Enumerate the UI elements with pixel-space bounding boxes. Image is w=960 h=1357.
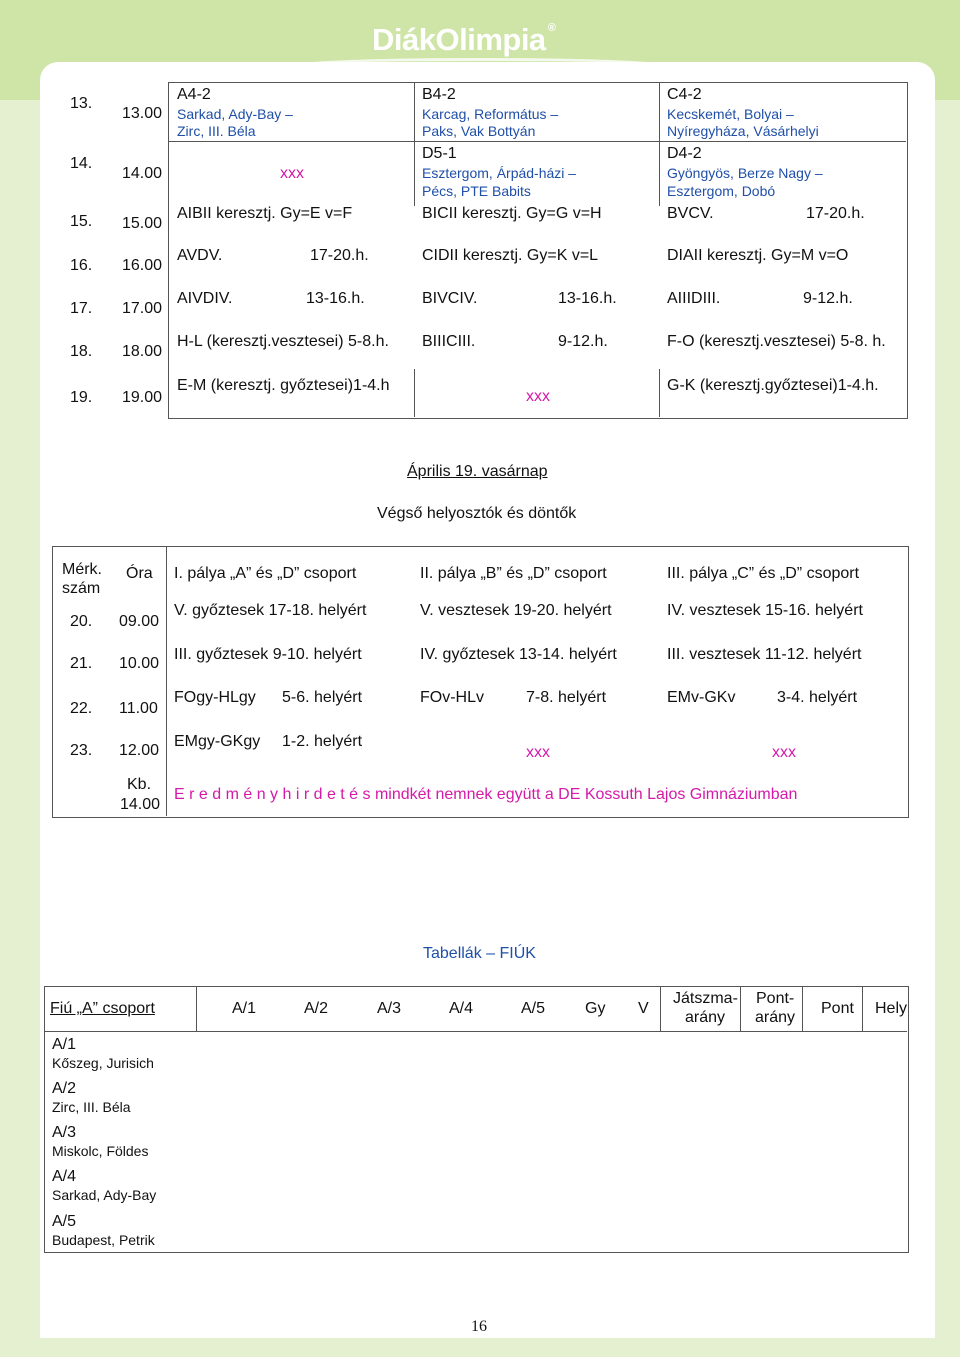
col-header: arány (755, 1009, 796, 1026)
final-match: FOv-HLv (420, 689, 484, 706)
final-match: IV. vesztesek 15-16. helyért (667, 602, 863, 619)
award-ceremony-note: E r e d m é n y h i r d e t é s mindkét nemnek együtt a DE Kossuth Lajos Gimnáziumban (174, 786, 798, 803)
placement: 9-12.h. (803, 290, 853, 307)
col-header: arány (685, 1009, 726, 1026)
team-code: A/1 (52, 1036, 77, 1053)
placement: 7-8. helyért (526, 689, 607, 706)
match-number: 20. (70, 613, 93, 630)
match-number: 15. (70, 213, 93, 230)
match-number: 16. (70, 257, 93, 274)
match-time: 11.00 (119, 700, 158, 717)
col-header: Játszma- (673, 990, 738, 1007)
match-time: 17.00 (122, 300, 163, 317)
placement: 9-12.h. (558, 333, 608, 350)
col-divider (414, 82, 415, 206)
team-name: Kőszeg, Jurisich (52, 1055, 154, 1071)
col-header: V (638, 1000, 649, 1017)
match-code: B4-2 (422, 86, 456, 103)
team-code: A/2 (52, 1080, 77, 1097)
row-divider (44, 1031, 907, 1032)
match-pairing: AIVDIV. (177, 290, 233, 307)
final-match: III. győztesek 9-10. helyért (174, 646, 362, 663)
match-number: 23. (70, 742, 93, 759)
match-number: 19. (70, 389, 93, 406)
team-name: Miskolc, Földes (52, 1143, 149, 1159)
col-divider (196, 986, 197, 1031)
match-time: 13.00 (122, 105, 163, 122)
match-pairing: BVCV. (667, 205, 714, 222)
placement: 17-20.h. (310, 247, 369, 264)
logo-swoosh (300, 58, 660, 71)
placement: 5-6. helyért (282, 689, 363, 706)
team-pair: Paks, Vak Bottyán (422, 123, 536, 139)
col-divider (166, 546, 167, 816)
match-pairing: BIIICIII. (422, 333, 476, 350)
match-pairing: AIIIDIII. (667, 290, 721, 307)
team-pair: Sarkad, Ady-Bay – (177, 106, 293, 122)
page-number: 16 (471, 1318, 487, 1335)
match-number: 13. (70, 95, 93, 112)
match-code: C4-2 (667, 86, 702, 103)
team-pair: Gyöngyös, Berze Nagy – (667, 165, 823, 181)
team-pair: Kecskemét, Bolyai – (667, 106, 794, 122)
match-time: 09.00 (119, 613, 160, 630)
col-header: Hely (875, 1000, 908, 1017)
col-header: A/2 (304, 1000, 329, 1017)
team-name: Zirc, III. Béla (52, 1099, 131, 1115)
team-pair: Karcag, Református – (422, 106, 559, 122)
row-divider (168, 141, 906, 142)
bottom-margin-band (0, 1338, 960, 1357)
col-divider (740, 986, 741, 1031)
header-time: Óra (126, 565, 153, 582)
match-number: 22. (70, 700, 93, 717)
final-match: V. győztesek 17-18. helyért (174, 602, 367, 619)
team-name: Sarkad, Ady-Bay (52, 1187, 157, 1203)
match-time: 15.00 (122, 215, 163, 232)
match-time: 14.00 (122, 165, 163, 182)
empty-slot: xxx (526, 388, 550, 405)
placement: 3-4. helyért (777, 689, 858, 706)
match-pairing: BIVCIV. (422, 290, 478, 307)
empty-slot: xxx (280, 165, 304, 182)
match-code: D5-1 (422, 145, 457, 162)
col-divider (802, 986, 803, 1031)
match-time: 14.00 (120, 796, 161, 813)
match-pairing: AVDV. (177, 247, 223, 264)
date-heading: Április 19. vasárnap (407, 463, 548, 480)
team-name: Budapest, Petrik (52, 1232, 155, 1248)
match-pairing: F-O (keresztj.vesztesei) 5-8. h. (667, 333, 886, 350)
final-match: EMgy-GKgy (174, 733, 261, 750)
match-time: 19.00 (122, 389, 163, 406)
team-code: A/3 (52, 1124, 77, 1141)
final-match: FOgy-HLgy (174, 689, 256, 706)
team-code: A/5 (52, 1213, 77, 1230)
header-court-b: II. pálya „B” és „D” csoport (420, 565, 607, 582)
col-header: Gy (585, 1000, 606, 1017)
match-code: D4-2 (667, 145, 702, 162)
match-pairing: AIBII keresztj. Gy=E v=F (177, 205, 353, 222)
col-divider (659, 369, 660, 417)
match-time: 12.00 (119, 742, 160, 759)
tables-title: Tabellák – FIÚK (423, 945, 536, 962)
match-pairing: DIAII keresztj. Gy=M v=O (667, 247, 849, 264)
final-match: III. vesztesek 11-12. helyért (667, 646, 862, 663)
match-pairing: BICII keresztj. Gy=G v=H (422, 205, 602, 222)
team-pair: Esztergom, Dobó (667, 183, 776, 199)
col-header: A/4 (449, 1000, 474, 1017)
match-time: 10.00 (119, 655, 160, 672)
match-time: 16.00 (122, 257, 163, 274)
match-number: Kb. (127, 776, 152, 793)
team-pair: Esztergom, Árpád-házi – (422, 165, 577, 181)
col-header: A/1 (232, 1000, 257, 1017)
match-number: 21. (70, 655, 93, 672)
match-number: 17. (70, 300, 93, 317)
placement: 17-20.h. (806, 205, 865, 222)
col-header: Pont (821, 1000, 854, 1017)
col-header: A/3 (377, 1000, 402, 1017)
match-code: A4-2 (177, 86, 211, 103)
col-divider (660, 986, 661, 1031)
match-pairing: CIDII keresztj. Gy=K v=L (422, 247, 599, 264)
finals-table (52, 546, 909, 818)
final-match: EMv-GKv (667, 689, 736, 706)
match-pairing: H-L (keresztj.vesztesei) 5-8.h. (177, 333, 389, 350)
right-margin-band (935, 100, 960, 1357)
col-header: Pont- (756, 990, 795, 1007)
header-match-number: szám (62, 580, 101, 597)
match-time: 18.00 (122, 343, 163, 360)
header-court-a: I. pálya „A” és „D” csoport (174, 565, 357, 582)
section-subheading: Végső helyosztók és döntők (377, 505, 577, 522)
match-pairing: E-M (keresztj. győztesei)1-4.h (177, 377, 390, 394)
header-court-c: III. pálya „C” és „D” csoport (667, 565, 860, 582)
empty-slot: xxx (526, 744, 550, 761)
col-header: A/5 (521, 1000, 546, 1017)
col-divider (862, 986, 863, 1031)
match-pairing: G-K (keresztj.győztesei)1-4.h. (667, 377, 879, 394)
team-pair: Nyíregyháza, Vásárhelyi (667, 123, 819, 139)
final-match: V. vesztesek 19-20. helyért (420, 602, 612, 619)
match-number: 14. (70, 155, 93, 172)
diakolimpia-logo: DiákOlimpia ® (372, 22, 556, 57)
match-number: 18. (70, 343, 93, 360)
final-match: IV. győztesek 13-14. helyért (420, 646, 617, 663)
group-name-header: Fiú „A” csoport (50, 1000, 155, 1017)
empty-slot: xxx (772, 744, 796, 761)
team-code: A/4 (52, 1168, 77, 1185)
team-pair: Pécs, PTE Babits (422, 183, 531, 199)
placement: 13-16.h. (306, 290, 365, 307)
col-divider (414, 369, 415, 417)
col-divider (659, 82, 660, 206)
left-margin-band (0, 100, 40, 1357)
placement: 13-16.h. (558, 290, 617, 307)
header-match-number: Mérk. (62, 561, 102, 578)
placement: 1-2. helyért (282, 733, 363, 750)
team-pair: Zirc, III. Béla (177, 123, 256, 139)
